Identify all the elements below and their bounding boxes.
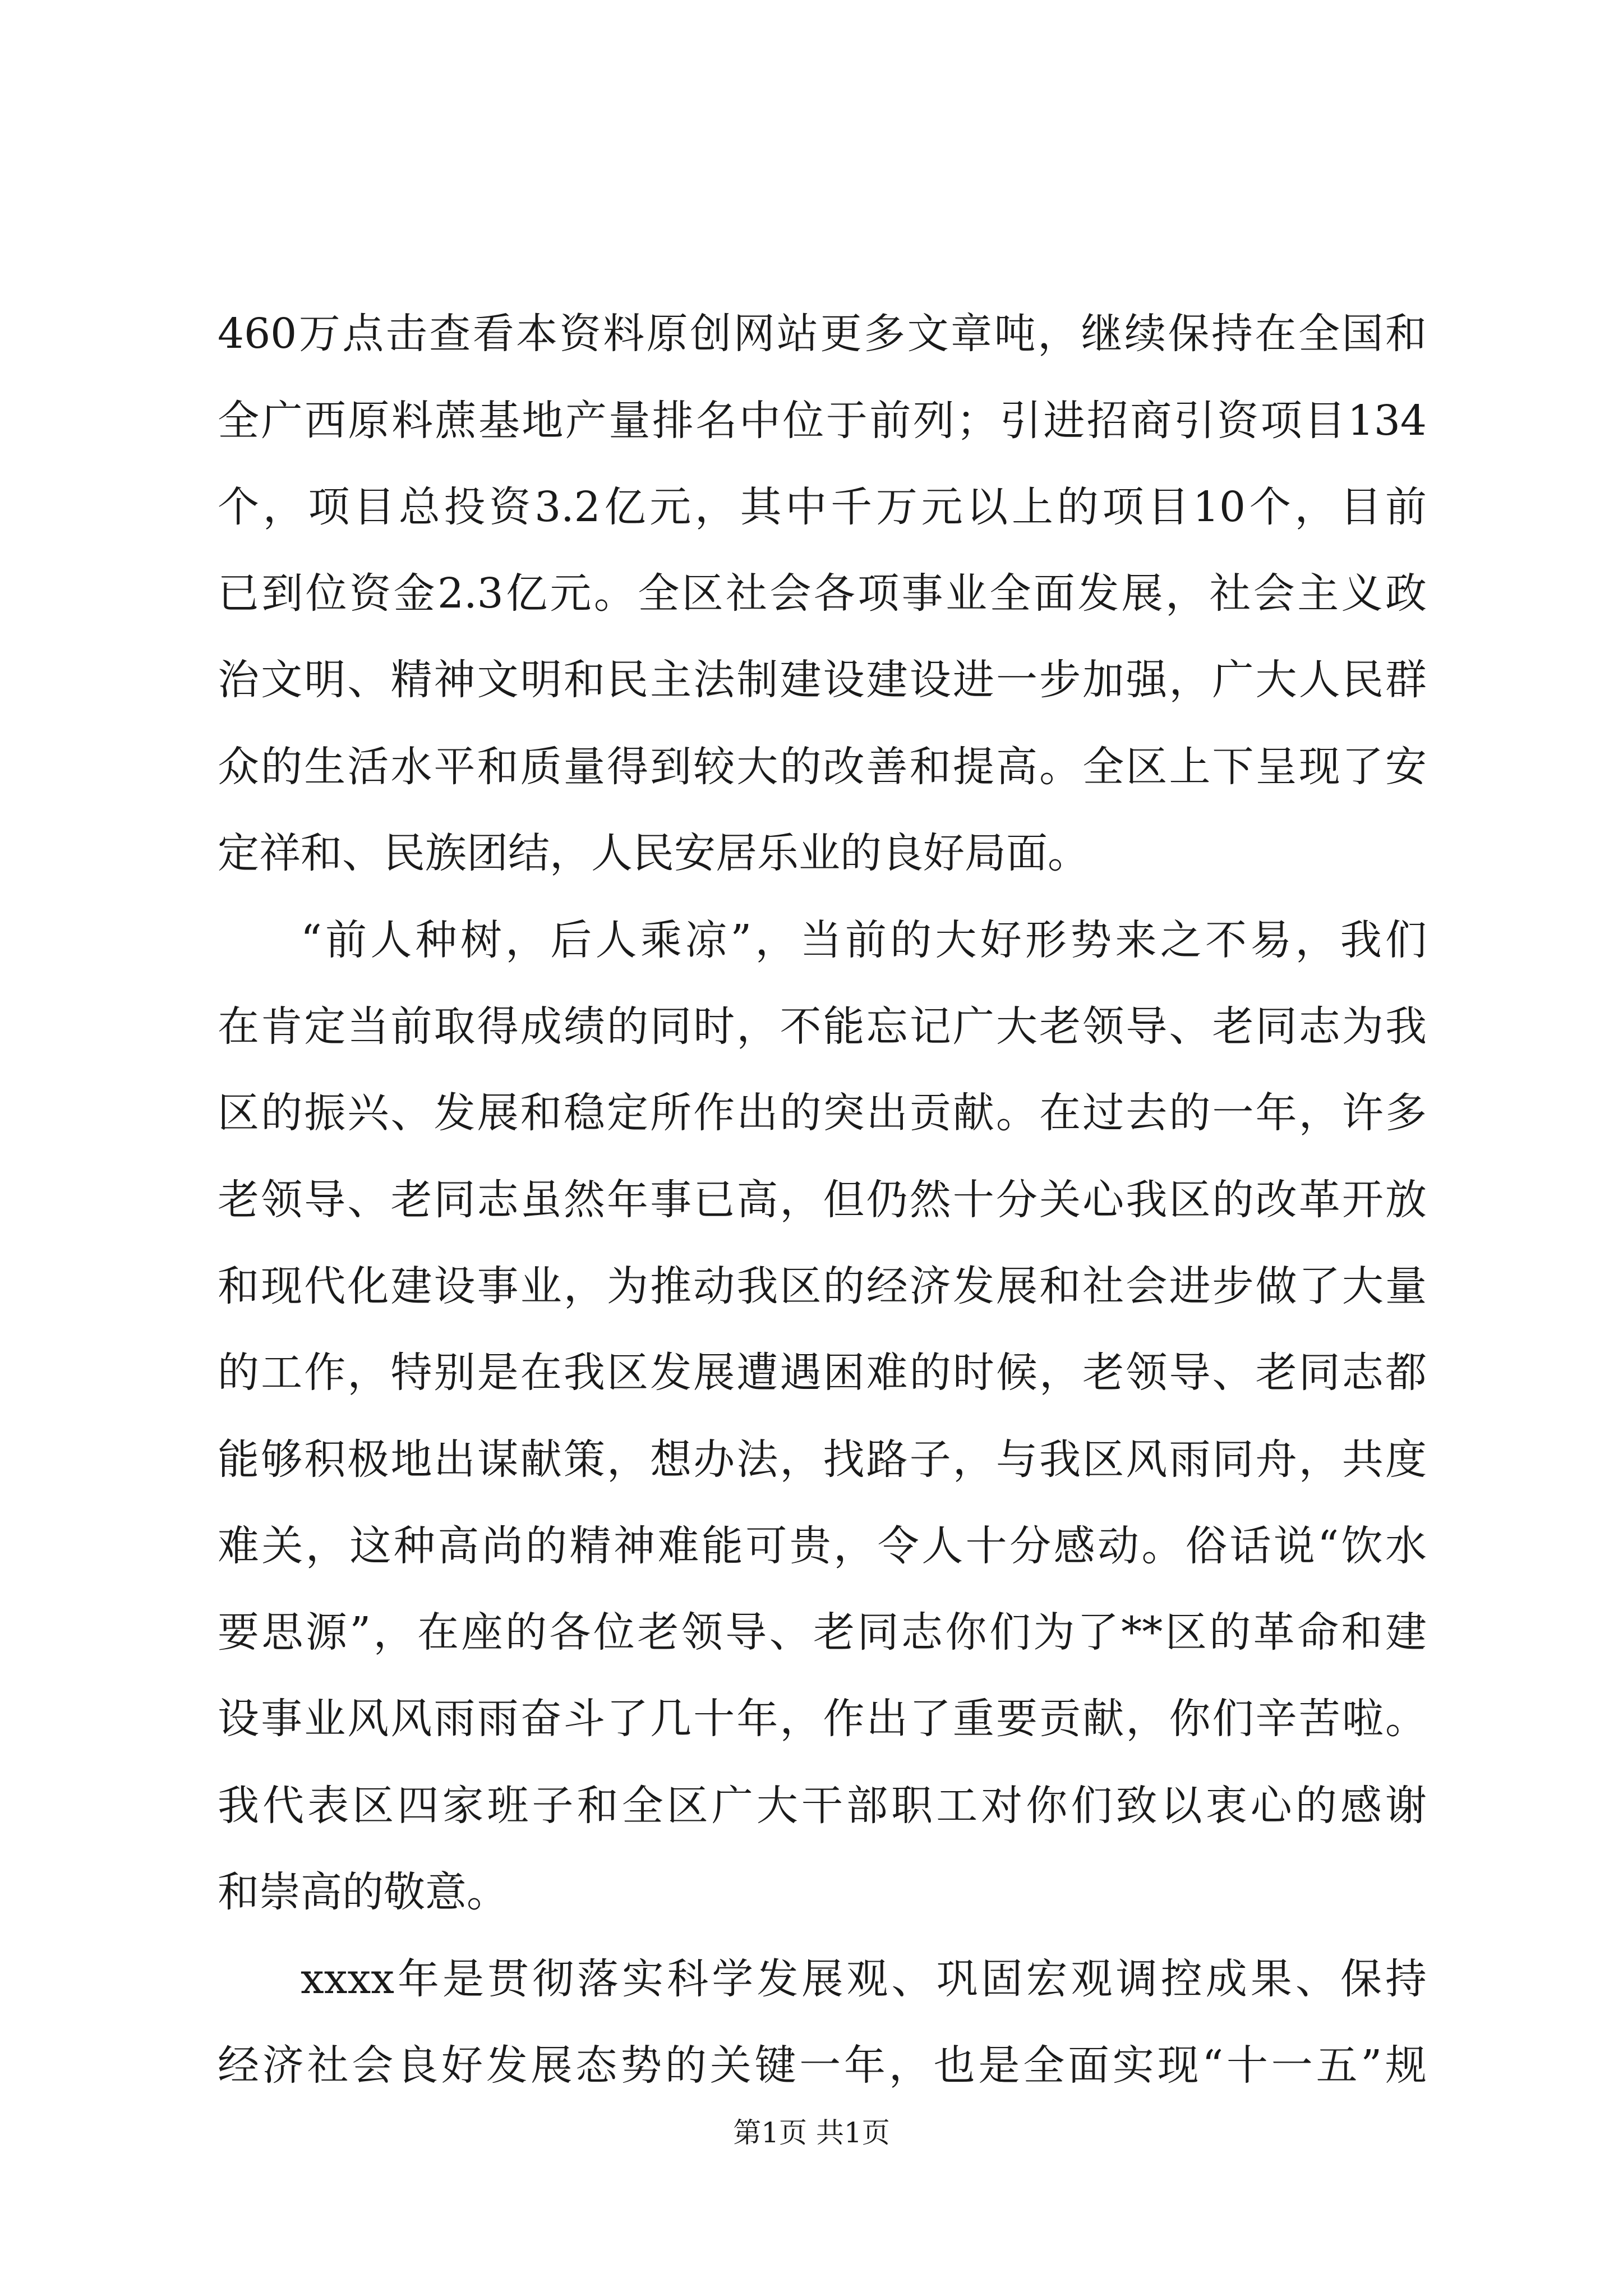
text-line: 众的生活水平和质量得到较大的改善和提高。全区上下呈现了安 [218,743,1427,791]
paragraph-first-line: “前人种树，后人乘凉”，当前的大好形势来之不易，我们 [301,916,1427,964]
text-line: 在肯定当前取得成绩的同时，不能忘记广大老领导、老同志为我 [218,1002,1427,1051]
text-line: 区的振兴、发展和稳定所作出的突出贡献。在过去的一年，许多 [218,1089,1427,1137]
text-line: 的工作，特别是在我区发展遭遇困难的时候，老领导、老同志都 [218,1349,1427,1397]
text-line: 经济社会良好发展态势的关键一年，也是全面实现“十一五”规 [218,2041,1427,2090]
text-line: 治文明、精神文明和民主法制建设建设进一步加强，广大人民群 [218,656,1427,704]
text-line: 和现代化建设事业，为推动我区的经济发展和社会进步做了大量 [218,1262,1427,1310]
text-line: 和崇高的敬意。 [218,1868,508,1916]
text-line: 全广西原料蔗基地产量排名中位于前列；引进招商引资项目134 [218,397,1427,445]
text-line: 个，项目总投资3.2亿元，其中千万元以上的项目10个，目前 [218,483,1427,531]
text-line: 已到位资金2.3亿元。全区社会各项事业全面发展，社会主义政 [218,569,1427,618]
text-line: 我代表区四家班子和全区广大干部职工对你们致以衷心的感谢 [218,1782,1427,1830]
text-line: 能够积极地出谋献策，想办法，找路子，与我区风雨同舟，共度 [218,1435,1427,1484]
text-line: 460万点击查看本资料原创网站更多文章吨，继续保持在全国和 [218,310,1427,358]
text-line: 难关，这种高尚的精神难能可贵，令人十分感动。俗话说“饮水 [218,1522,1427,1570]
text-line: 老领导、老同志虽然年事已高，但仍然十分关心我区的改革开放 [218,1176,1427,1224]
page-number-footer: 第1页 共1页 [733,2116,890,2149]
text-line: 定祥和、民族团结，人民安居乐业的良好局面。 [218,829,1089,877]
text-line: 设事业风风雨雨奋斗了几十年，作出了重要贡献，你们辛苦啦。 [218,1695,1427,1743]
text-line: 要思源”，在座的各位老领导、老同志你们为了**区的革命和建 [218,1608,1427,1657]
paragraph-first-line: xxxx年是贯彻落实科学发展观、巩固宏观调控成果、保持 [301,1955,1427,2003]
